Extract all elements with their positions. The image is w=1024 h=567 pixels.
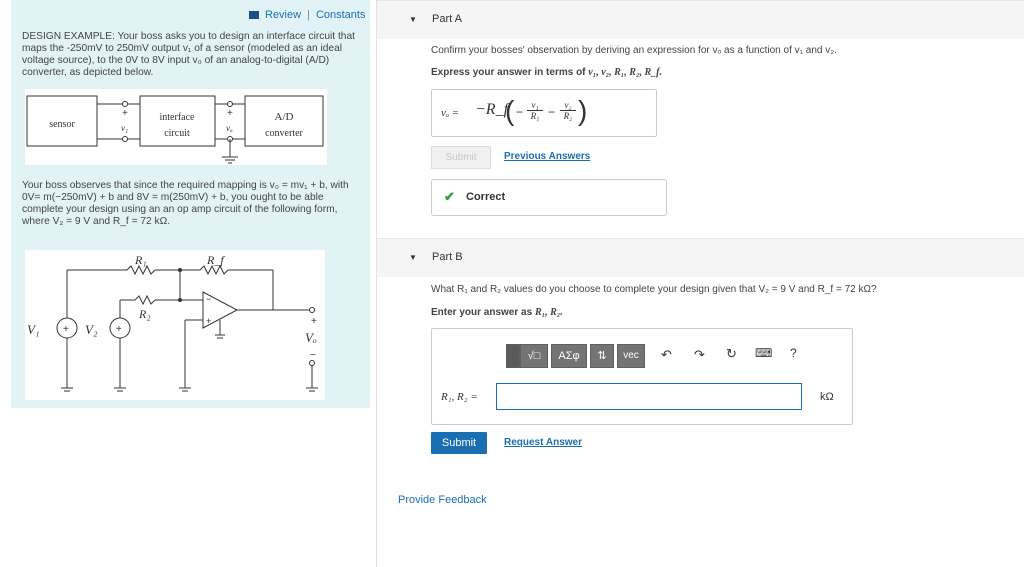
part-a-answer-box xyxy=(431,89,657,137)
part-a-submit-button[interactable]: Submit xyxy=(431,146,491,169)
unit-label: kΩ xyxy=(820,391,834,403)
frac2-den: R₂ xyxy=(560,110,576,121)
part-b-instruction-vars: R₁, R₂. xyxy=(534,307,563,318)
block-diagram-svg xyxy=(25,89,327,165)
undo-icon[interactable]: ↶ xyxy=(661,347,672,362)
help-icon[interactable]: ? xyxy=(790,346,797,360)
part-b-lhs: R₁, R₂ = xyxy=(441,391,478,403)
part-b-title: Part B xyxy=(432,251,463,263)
part-b-header[interactable] xyxy=(377,238,1024,277)
part-b-instruction xyxy=(431,307,563,318)
opamp-minus: − xyxy=(206,294,212,304)
template-prefix[interactable] xyxy=(506,344,520,368)
vo-plus-sign: + xyxy=(311,316,317,327)
v2-plus-sign: + xyxy=(116,324,122,335)
arrows-button[interactable]: ⇅ xyxy=(590,344,614,368)
vec-button[interactable]: vec xyxy=(617,344,645,368)
part-a-instruction-vars: v₁, v₂, R₁, R₂, R_f. xyxy=(588,67,662,78)
interface-label-2: circuit xyxy=(164,128,190,139)
problem-panel xyxy=(11,0,370,408)
frac1-den: R₁ xyxy=(527,110,543,121)
minus-sign-1: − xyxy=(516,105,524,119)
review-constants-bar xyxy=(249,9,365,21)
correct-label: Correct xyxy=(466,191,506,203)
part-a-title: Part A xyxy=(432,13,462,25)
vo-plus: + xyxy=(227,108,233,119)
r2-label: R₂ xyxy=(139,307,151,321)
fraction-v1-r1 xyxy=(527,100,543,121)
rf-label: R_f xyxy=(207,253,224,267)
part-a-lhs: vₒ = xyxy=(441,107,460,119)
r1-label: R₁ xyxy=(135,253,147,267)
reset-icon[interactable]: ↻ xyxy=(726,346,737,361)
v1-label: v₁ xyxy=(121,123,129,133)
block-diagram xyxy=(25,89,327,165)
checkmark-icon: ✔ xyxy=(444,189,455,204)
ad-label-1: A/D xyxy=(274,111,294,123)
book-icon xyxy=(249,11,259,19)
provide-feedback-link[interactable]: Provide Feedback xyxy=(398,494,487,506)
opamp-circuit xyxy=(25,250,325,400)
part-a-expr: −R_f xyxy=(475,101,509,118)
frac2-num: v₂ xyxy=(564,100,572,110)
v1-plus: + xyxy=(122,108,128,119)
vo-minus-sign: − xyxy=(310,350,316,361)
right-paren: ) xyxy=(578,95,588,126)
vo-label: vₒ xyxy=(226,123,233,133)
part-b-instruction-prefix: Enter your answer as xyxy=(431,307,535,318)
part-a-instruction-prefix: Express your answer in terms of xyxy=(431,67,589,78)
opamp-plus: + xyxy=(206,316,212,326)
fraction-v2-r2 xyxy=(560,100,576,121)
minus-sign-2: − xyxy=(548,105,556,119)
frac1-num: v₁ xyxy=(531,100,539,110)
request-answer-link[interactable]: Request Answer xyxy=(504,437,582,448)
templates-button[interactable]: √□ xyxy=(520,344,548,368)
left-paren: ( xyxy=(505,95,515,126)
keyboard-icon[interactable]: ⌨ xyxy=(755,346,773,360)
correct-feedback xyxy=(431,179,667,216)
separator: | xyxy=(307,9,310,21)
part-b-editor xyxy=(431,328,853,425)
v2-source-label: V₂ xyxy=(85,322,98,337)
panel-divider xyxy=(376,0,377,567)
review-link[interactable]: Review xyxy=(265,9,302,21)
r1-r2-answer-input[interactable] xyxy=(496,383,802,410)
part-b-submit-button[interactable]: Submit xyxy=(431,432,487,454)
math-toolbar xyxy=(506,344,645,368)
greek-button[interactable]: ΑΣφ xyxy=(551,344,587,368)
caret-down-icon[interactable]: ▼ xyxy=(409,15,417,24)
part-a-prompt: Confirm your bosses' observation by deriving an expression for vₒ as a function of v₁ and v₂. xyxy=(431,45,837,56)
redo-icon[interactable]: ↷ xyxy=(694,347,705,362)
caret-down-icon[interactable]: ▼ xyxy=(409,253,417,262)
ad-label-2: converter xyxy=(265,128,303,139)
design-example-text: DESIGN EXAMPLE: Your boss asks you to design an interface circuit that maps the -250mV to 250mV output v₁ of a sensor (modeled as an ideal voltage source), to the 0V to 8V input v₀ of an analog-to-digital (A/D) converter, as depicted below. xyxy=(22,31,355,78)
v1-source-label: V₁ xyxy=(27,322,40,337)
circuit-svg xyxy=(25,250,325,400)
interface-label-1: interface xyxy=(159,112,195,123)
v1-plus-sign: + xyxy=(63,324,69,335)
observation-text: Your boss observes that since the required mapping is v₀ = mv₁ + b, with 0V= m(−250mV) + b and 8V = m(250mV) + b, you ought to be able complete your design using an an op amp circuit of the following form, where V₂ = 9 V and R_f = 72 kΩ. xyxy=(22,180,349,227)
part-a-header[interactable] xyxy=(377,0,1024,39)
vo-output-label: Vₒ xyxy=(305,330,317,345)
part-a-instruction xyxy=(431,67,662,78)
previous-answers-link[interactable]: Previous Answers xyxy=(504,151,591,162)
sensor-label: sensor xyxy=(49,119,75,130)
part-b-prompt: What R₁ and R₂ values do you choose to complete your design given that V₂ = 9 V and R_f = 72 kΩ? xyxy=(431,284,877,295)
constants-link[interactable]: Constants xyxy=(315,9,366,21)
